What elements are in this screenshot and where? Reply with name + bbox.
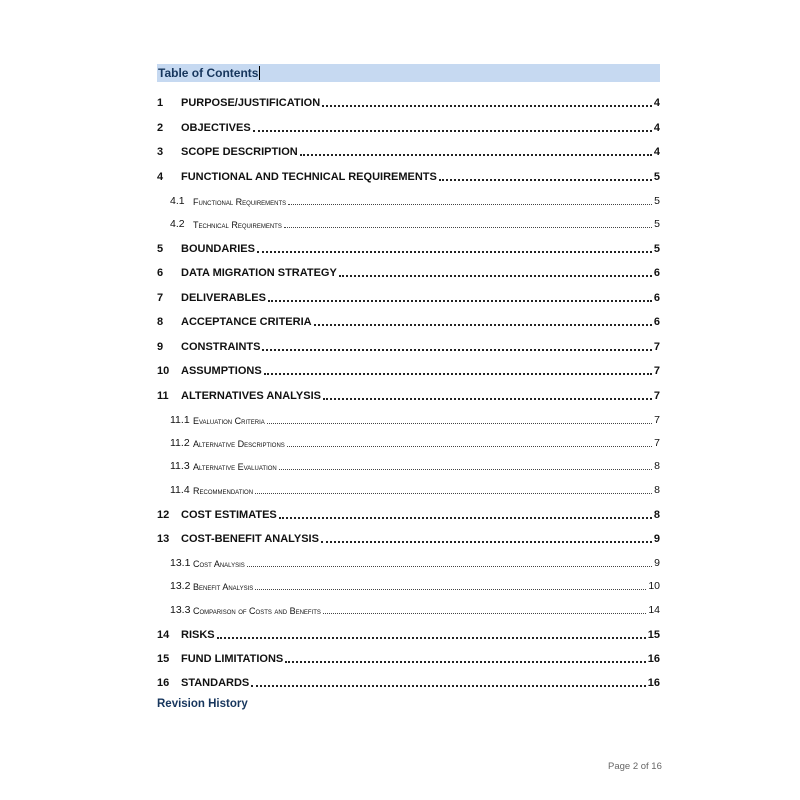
toc-entry-title: Recommendation [193, 486, 254, 496]
toc-entry[interactable] [157, 263, 660, 279]
dot-leader [279, 469, 652, 470]
toc-entry[interactable] [157, 142, 660, 158]
dot-leader [439, 179, 652, 181]
toc-entry-number: 13.1 [170, 557, 191, 569]
toc-entry-page: 7 [654, 414, 660, 426]
page-number-footer: Page 2 of 16 [608, 761, 662, 772]
toc-entry-title: Evaluation Criteria [193, 416, 265, 426]
toc-entry-page: 5 [653, 171, 660, 183]
toc-entry-title: COST ESTIMATES [181, 509, 277, 521]
toc-entry-page: 9 [654, 557, 660, 569]
dot-leader [255, 589, 646, 590]
toc-entry-number: 7 [157, 292, 164, 304]
toc-entry[interactable] [157, 625, 660, 641]
toc-entry-number: 16 [157, 677, 170, 689]
toc-entry-number: 15 [157, 653, 170, 665]
toc-entry-title: ASSUMPTIONS [181, 365, 262, 377]
toc-entry-page: 4 [653, 97, 660, 109]
toc-entry-page: 10 [648, 580, 660, 592]
dot-leader [322, 105, 652, 107]
toc-entry-page: 7 [653, 341, 660, 353]
toc-entry[interactable] [157, 529, 660, 545]
toc-entry-number: 13.2 [170, 580, 191, 592]
toc-entry-title: RISKS [181, 629, 215, 641]
dot-leader [287, 446, 652, 447]
toc-entry-page: 7 [653, 390, 660, 402]
dot-leader [339, 275, 652, 277]
toc-entry-number: 13 [157, 533, 170, 545]
toc-entry-title: Benefit Analysis [193, 582, 254, 592]
toc-entry-page: 8 [654, 460, 660, 472]
toc-entry-title: FUNCTIONAL AND TECHNICAL REQUIREMENTS [181, 171, 437, 183]
toc-subentry[interactable] [157, 410, 660, 426]
toc-entry-title: Alternative Evaluation [193, 462, 277, 472]
dot-leader [264, 373, 652, 375]
toc-entry-title: SCOPE DESCRIPTION [181, 146, 298, 158]
toc-subentry[interactable] [157, 480, 660, 496]
toc-entry-number: 11.3 [170, 460, 190, 472]
toc-entry-number: 9 [157, 341, 164, 353]
toc-entry-title: COST-BENEFIT ANALYSIS [181, 533, 319, 545]
toc-entry-page: 6 [653, 316, 660, 328]
toc-entry-title: Cost Analysis [193, 559, 245, 569]
toc-entry[interactable] [157, 505, 660, 521]
toc-heading: Table of Contents [158, 66, 259, 80]
toc-entry[interactable] [157, 93, 660, 109]
dot-leader [255, 493, 652, 494]
dot-leader [288, 204, 652, 205]
toc-entry-page: 7 [653, 365, 660, 377]
toc-entry-number: 4.1 [170, 195, 185, 207]
toc-entry[interactable] [157, 386, 660, 402]
toc-subentry[interactable] [157, 600, 660, 616]
toc-entry-page: 6 [653, 292, 660, 304]
toc-entry-page: 16 [647, 677, 660, 689]
dot-leader [323, 613, 646, 614]
dot-leader [279, 517, 652, 519]
toc-entry-page: 4 [653, 146, 660, 158]
toc-subentry[interactable] [157, 433, 660, 449]
toc-entry-number: 3 [157, 146, 164, 158]
toc-entry[interactable] [157, 118, 660, 134]
toc-entry-title: BOUNDARIES [181, 243, 255, 255]
toc-entry-title: STANDARDS [181, 677, 250, 689]
toc-entry-page: 4 [653, 122, 660, 134]
toc-entry-title: Functional Requirements [193, 197, 287, 207]
dot-leader [284, 227, 652, 228]
toc-subentry[interactable] [157, 576, 660, 592]
toc-entry-number: 11.1 [170, 414, 190, 426]
toc-entry-title: PURPOSE/JUSTIFICATION [181, 97, 321, 109]
toc-entry-number: 13.3 [170, 604, 191, 616]
toc-entry-title: Comparison of Costs and Benefits [193, 606, 321, 616]
toc-entry-number: 11.4 [170, 484, 190, 496]
dot-leader [300, 154, 652, 156]
toc-entry-number: 2 [157, 122, 164, 134]
toc-entry-title: DATA MIGRATION STRATEGY [181, 267, 337, 279]
dot-leader [314, 324, 652, 326]
toc-entry-title: ALTERNATIVES ANALYSIS [181, 390, 321, 402]
dot-leader [251, 685, 646, 687]
toc-entry[interactable] [157, 361, 660, 377]
toc-entry-title: Technical Requirements [193, 220, 282, 230]
toc-entry-number: 8 [157, 316, 164, 328]
dot-leader [217, 637, 646, 639]
toc-entry-number: 6 [157, 267, 164, 279]
toc-subentry[interactable] [157, 456, 660, 472]
toc-entry-title: OBJECTIVES [181, 122, 251, 134]
toc-entry-page: 8 [653, 509, 660, 521]
toc-entry-number: 11.2 [170, 437, 190, 449]
dot-leader [321, 541, 652, 543]
dot-leader [262, 349, 651, 351]
toc-entry-page: 16 [647, 653, 660, 665]
toc-entry[interactable] [157, 288, 660, 304]
toc-entry-number: 5 [157, 243, 164, 255]
toc-entry[interactable] [157, 673, 660, 689]
toc-entry-title: CONSTRAINTS [181, 341, 261, 353]
dot-leader [253, 130, 652, 132]
toc-entry-page: 5 [653, 243, 660, 255]
toc-entry-number: 4 [157, 171, 164, 183]
toc-entry-number: 1 [157, 97, 164, 109]
revision-history-heading[interactable]: Revision History [157, 698, 248, 710]
toc-entry-number: 4.2 [170, 218, 185, 230]
toc-entry-page: 5 [654, 195, 660, 207]
toc-subentry[interactable] [157, 191, 660, 207]
dot-leader [267, 423, 652, 424]
dot-leader [323, 398, 652, 400]
toc-entry-title: ACCEPTANCE CRITERIA [181, 316, 312, 328]
toc-entry[interactable] [157, 239, 660, 255]
dot-leader [268, 300, 652, 302]
toc-entry-page: 15 [647, 629, 660, 641]
toc-entry-page: 8 [654, 484, 660, 496]
dot-leader [285, 661, 646, 663]
dot-leader [247, 566, 652, 567]
toc-entry-page: 9 [653, 533, 660, 545]
dot-leader [257, 251, 652, 253]
toc-entry[interactable] [157, 649, 660, 665]
toc-entry[interactable] [157, 167, 660, 183]
toc-heading-bar[interactable] [157, 64, 660, 82]
toc-entry[interactable] [157, 312, 660, 328]
toc-subentry[interactable] [157, 553, 660, 569]
text-cursor [259, 66, 260, 80]
toc-subentry[interactable] [157, 214, 660, 230]
toc-entry-title: FUND LIMITATIONS [181, 653, 284, 665]
toc-entry-number: 10 [157, 365, 170, 377]
toc-entry-title: Alternative Descriptions [193, 439, 285, 449]
toc-entry-number: 12 [157, 509, 170, 521]
toc-entry-page: 5 [654, 218, 660, 230]
toc-entry[interactable] [157, 337, 660, 353]
toc-entry-title: DELIVERABLES [181, 292, 266, 304]
toc-entry-number: 11 [157, 390, 169, 402]
toc-entry-page: 14 [648, 604, 660, 616]
toc-entry-page: 6 [653, 267, 660, 279]
toc-entry-page: 7 [654, 437, 660, 449]
toc-entry-number: 14 [157, 629, 170, 641]
